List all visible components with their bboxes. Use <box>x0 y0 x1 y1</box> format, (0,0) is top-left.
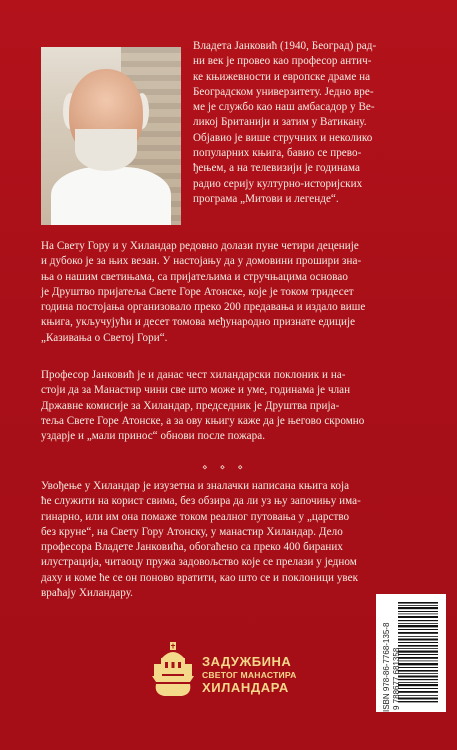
paragraph-line: без круне“, на Свету Гору Атонску, у манастир Хиландар. Дело <box>41 525 343 538</box>
author-photo <box>41 47 181 225</box>
paragraph-line: уздарје и „мали принос“ обнови после пожара. <box>41 430 266 443</box>
paragraph-line: професора Владете Јанковића, обогаћено са преко 400 бираних <box>41 541 343 554</box>
paragraph-line: теља Свете Горе Атонске, а за ову књигу каже да је његово скромно <box>41 414 365 427</box>
paragraph-line: књига, укључујући и десет томова међународно признате едиције <box>41 316 356 329</box>
isbn-text <box>382 594 401 712</box>
paragraph-mount-athos <box>41 239 426 346</box>
bio-line: ђењем, а на телевизији је годинама <box>193 162 360 175</box>
bio-line: Објавио је више стручних и неколико <box>193 131 373 144</box>
paragraph-line: Увођење у Хиландар је изузетна и зналачки написана књига која <box>41 480 350 492</box>
bio-line: Београдском универзитету. Једно вре- <box>193 85 374 98</box>
paragraph-line: илустрација, читаоцу пружа задовољство које се прелази у једном <box>41 556 357 569</box>
paragraph-line: враћају Хиландару. <box>41 587 134 600</box>
paragraph-professor <box>41 368 426 444</box>
paragraph-line: ће служити на корист свима, без обзира да ли уз њу започињу има- <box>41 495 361 508</box>
paragraph-line: ња о нашим светињама, са пријатељима и стручњацима основао <box>41 270 348 283</box>
paragraph-line: „Казивања о Светој Гори“. <box>41 331 168 344</box>
photo-beard <box>75 129 137 171</box>
bio-line: ке књижевности и европске драме на <box>193 70 371 83</box>
paragraph-line: гинарно, или им она помаже током реалног путовања у „царство <box>41 510 350 523</box>
isbn-label: ISBN 978-86-7768-135-8 <box>382 622 391 712</box>
bio-line: ни век је провео као професор антич- <box>193 55 372 68</box>
paragraph-line: Професор Јанковић је и данас чест хиландарски поклоник и на- <box>41 369 346 381</box>
paragraph-line: и дубоко је за њих везан. У настојању да у домовини прошири зна- <box>41 255 362 268</box>
bio-line: ме је службо као наш амбасадор у Ве- <box>193 101 375 114</box>
bio-line: Владета Јанковић (1940, Београд) рад- <box>193 40 377 52</box>
monastery-emblem-icon <box>150 640 196 700</box>
bio-line: популарних књига, бавио се прево- <box>193 147 362 160</box>
isbn-digits: 9 788677 681358 <box>392 647 401 710</box>
photo-shirt <box>51 167 171 225</box>
paragraph-line: На Свету Гору и у Хиландар редовно долази пуне четири деценије <box>41 240 359 252</box>
logo-line-2: СВЕТОГ МАНАСТИРА <box>202 670 297 680</box>
paragraph-line: стоји да за Манастир чини све што може и уме, годинама је члан <box>41 384 351 397</box>
bio-line: радио серију културно-историјских <box>193 177 363 190</box>
publisher-logo <box>150 640 320 710</box>
paragraph-line: је Друштво пријатеља Свете Горе Атонске, које је током тридесет <box>41 285 354 298</box>
section-separator: ⋄⋄⋄ <box>202 462 255 472</box>
logo-line-3: ХИЛАНДАРА <box>202 680 289 695</box>
author-bio <box>193 39 425 207</box>
logo-line-1: ЗАДУЖБИНА <box>202 654 292 669</box>
bio-line: ликој Британији и затим у Ватикану. <box>193 116 367 129</box>
paragraph-book-description <box>41 479 426 601</box>
paragraph-line: даху и коме ће се он поново вратити, као што се и поклоници увек <box>41 571 359 584</box>
paragraph-line: година постојања организовало преко 200 предавања и издало више <box>41 301 366 314</box>
bio-line: програма „Митови и легенде“. <box>193 192 339 205</box>
paragraph-line: Државне комисије за Хиландар, председник је Друштва прија- <box>41 399 340 412</box>
